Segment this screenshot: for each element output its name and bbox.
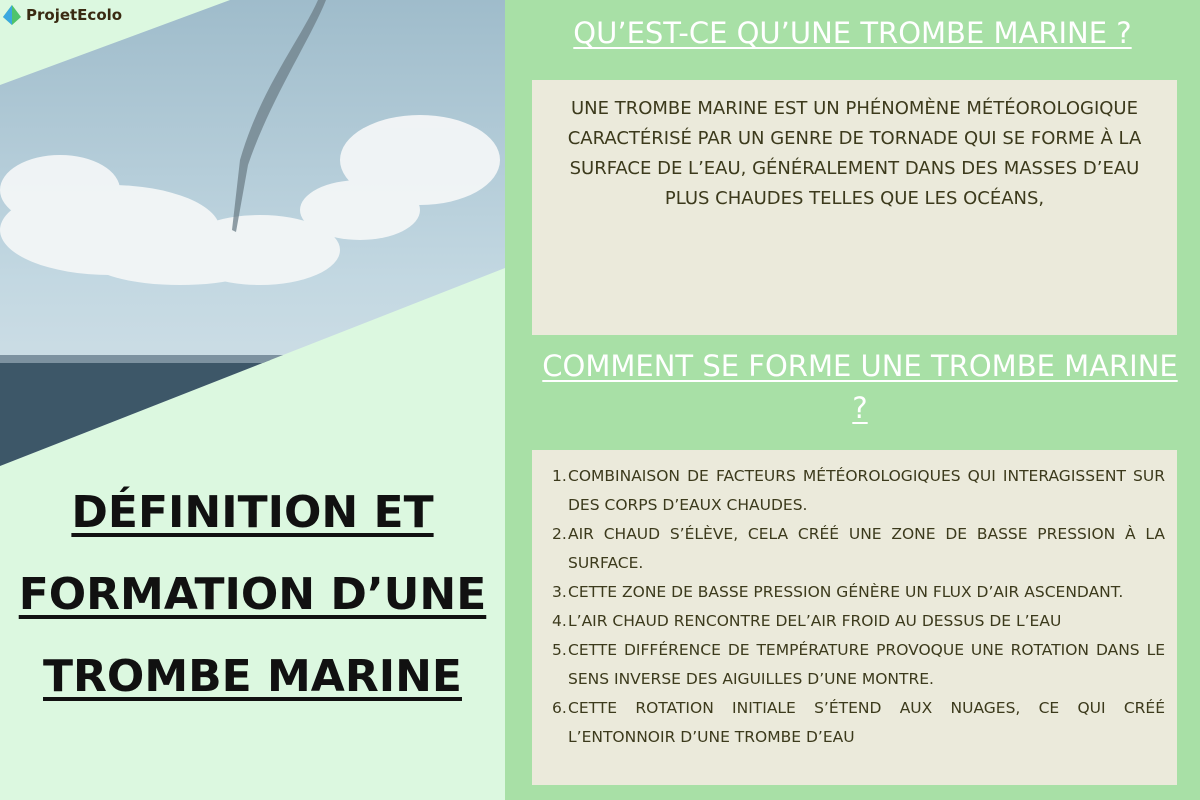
step-number: 5. bbox=[552, 641, 567, 659]
steps-list bbox=[552, 462, 1165, 752]
step-text: CETTE ZONE DE BASSE PRESSION GÉNÈRE UN FLUX D’AIR ASCENDANT. bbox=[568, 583, 1124, 601]
list-item bbox=[552, 694, 1165, 752]
step-number: 2. bbox=[552, 525, 567, 543]
right-panel bbox=[505, 0, 1200, 800]
list-item bbox=[552, 607, 1165, 636]
left-panel bbox=[0, 0, 505, 800]
section1-heading: QU’EST-CE QU’UNE TROMBE MARINE ? bbox=[573, 16, 1132, 50]
step-text: CETTE DIFFÉRENCE DE TEMPÉRATURE PROVOQUE UNE ROTATION DANS LE SENS INVERSE DES AIGUILLES D’UNE MONTRE. bbox=[568, 641, 1165, 688]
list-item bbox=[552, 520, 1165, 578]
step-text: CETTE ROTATION INITIALE S’ÉTEND AUX NUAGES, CE QUI CRÉÉ L’ENTONNOIR D’UNE TROMBE D’EAU bbox=[568, 699, 1165, 746]
list-item bbox=[552, 578, 1165, 607]
logo-text: ProjetEcolo bbox=[26, 6, 123, 24]
step-number: 4. bbox=[552, 612, 567, 630]
waterspout-photo bbox=[0, 0, 505, 470]
section2-heading: COMMENT SE FORME UNE TROMBE MARINE ? bbox=[542, 349, 1178, 425]
list-item bbox=[552, 636, 1165, 694]
step-number: 6. bbox=[552, 699, 567, 717]
step-text: L’AIR CHAUD RENCONTRE DEL’AIR FROID AU DESSUS DE L’EAU bbox=[568, 612, 1062, 630]
formation-steps-box bbox=[532, 450, 1177, 785]
page-title: DÉFINITION ET FORMATION D’UNE TROMBE MARINE bbox=[18, 487, 487, 702]
leaf-icon bbox=[2, 4, 22, 26]
definition-box: UNE TROMBE MARINE EST UN PHÉNOMÈNE MÉTÉOROLOGIQUE CARACTÉRISÉ PAR UN GENRE DE TORNADE QUI SE FORME À LA SURFACE DE L’EAU, GÉNÉRALEMENT DANS DES MASSES D’EAU PLUS CHAUDES TELLES QUE LES OCÉANS, bbox=[532, 80, 1177, 335]
list-item bbox=[552, 462, 1165, 520]
step-text: AIR CHAUD S’ÉLÈVE, CELA CRÉÉ UNE ZONE DE BASSE PRESSION À LA SURFACE. bbox=[568, 525, 1165, 572]
projetecolo-logo bbox=[2, 4, 122, 26]
step-number: 1. bbox=[552, 467, 567, 485]
step-number: 3. bbox=[552, 583, 567, 601]
step-text: COMBINAISON DE FACTEURS MÉTÉOROLOGIQUES QUI INTERAGISSENT SUR DES CORPS D’EAUX CHAUDES. bbox=[568, 467, 1165, 514]
